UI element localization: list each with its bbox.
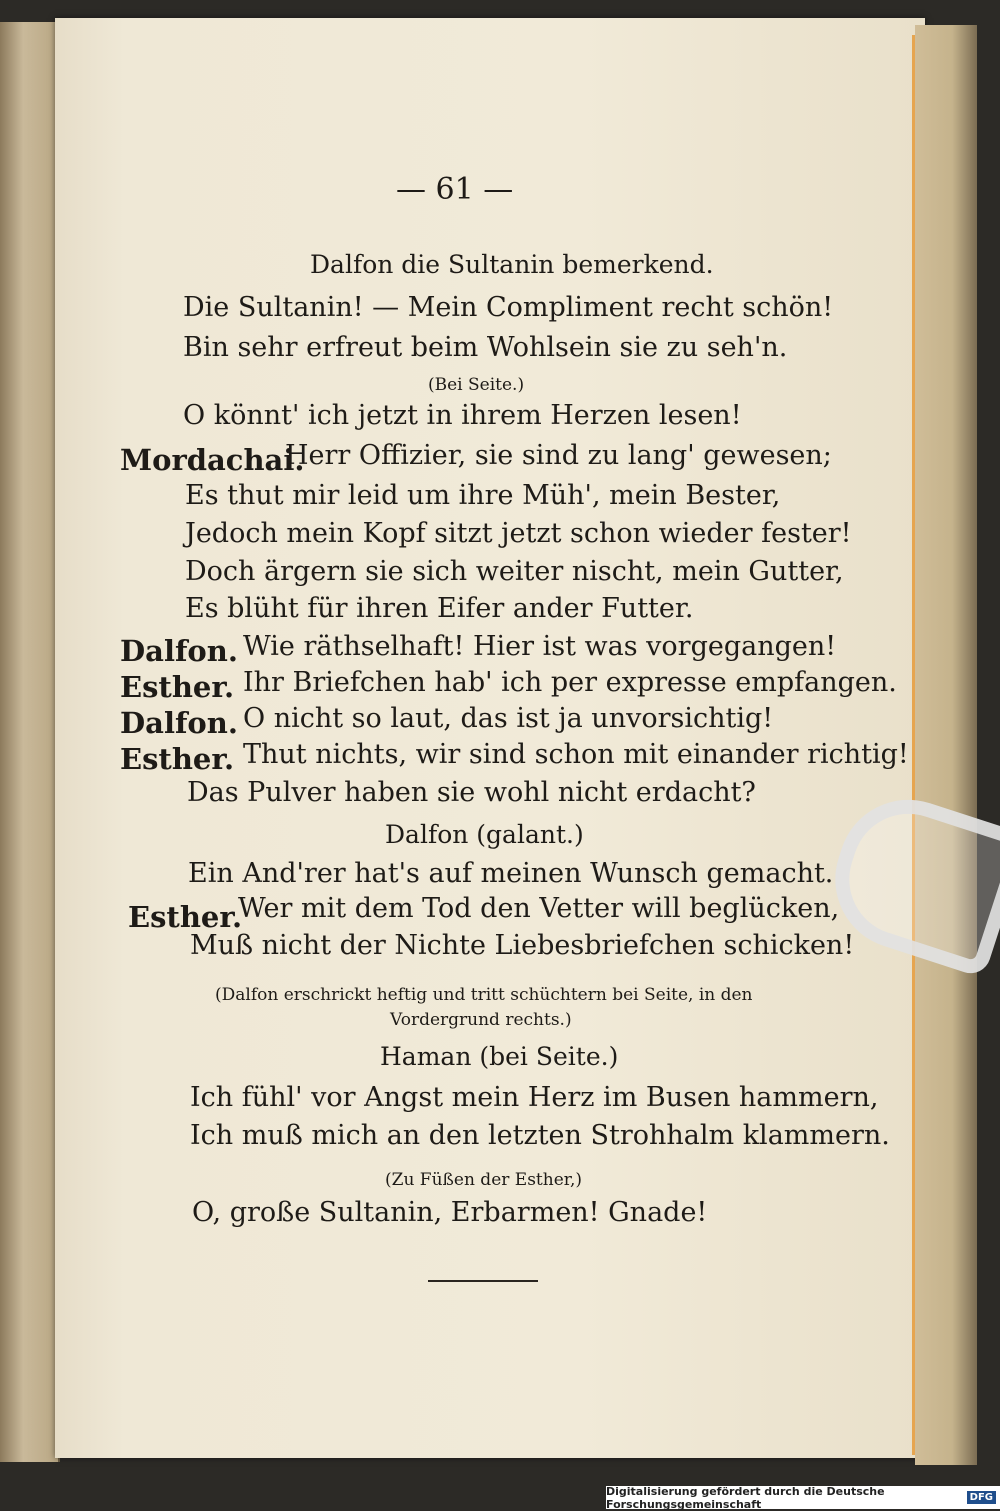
verse-line: Es thut mir leid um ihre Müh', mein Bester, [185, 480, 781, 511]
speaker-name: Mordachai. [120, 443, 305, 477]
verse-line: Jedoch mein Kopf sitzt jetzt schon wieder fester! [185, 518, 852, 549]
verse-line: O, große Sultanin, Erbarmen! Gnade! [192, 1197, 708, 1228]
verse-line: Bin sehr erfreut beim Wohlsein sie zu seh'n. [183, 332, 788, 363]
funding-footer [606, 1486, 1000, 1509]
speaker-name: Dalfon. [120, 634, 238, 668]
verse-line: Ihr Briefchen hab' ich per expresse empfangen. [243, 667, 897, 698]
page-stack-edge [915, 25, 977, 1465]
left-page-edge [0, 22, 60, 1462]
verse-line: Doch ärgern sie sich weiter nischt, mein Gutter, [185, 556, 844, 587]
speaker-name: Esther. [128, 900, 243, 934]
speaker-name: Esther. [120, 670, 235, 704]
verse-line: O nicht so laut, das ist ja unvorsichtig! [243, 703, 774, 734]
verse-line: Wie räthselhaft! Hier ist was vorgegangen! [243, 631, 837, 662]
verse-line: O könnt' ich jetzt in ihrem Herzen lesen! [183, 400, 742, 431]
verse-line: Ich muß mich an den letzten Strohhalm klammern. [190, 1120, 890, 1151]
speaker-name: Esther. [120, 742, 235, 776]
speaker-name: Dalfon. [120, 706, 238, 740]
dfg-logo: DFG [967, 1491, 996, 1504]
page-number: — 61 — [396, 172, 514, 207]
end-rule [428, 1280, 538, 1282]
verse-line: Herr Offizier, sie sind zu lang' gewesen; [285, 440, 832, 471]
stage-heading: Dalfon die Sultanin bemerkend. [310, 250, 714, 279]
verse-line: Das Pulver haben sie wohl nicht erdacht? [187, 777, 756, 808]
verse-line: Ich fühl' vor Angst mein Herz im Busen hammern, [190, 1082, 879, 1113]
verse-line: Muß nicht der Nichte Liebesbriefchen schicken! [190, 930, 855, 961]
stage-direction: (Zu Füßen der Esther,) [385, 1170, 583, 1190]
stage-direction: (Dalfon erschrickt heftig und tritt schüchtern bei Seite, in den [215, 985, 753, 1005]
verse-line: Die Sultanin! — Mein Compliment recht schön! [183, 292, 834, 323]
verse-line: Thut nichts, wir sind schon mit einander richtig! [243, 739, 909, 770]
stage-direction: Vordergrund rechts.) [390, 1010, 572, 1030]
verse-line: Es blüht für ihren Eifer ander Futter. [185, 593, 694, 624]
verse-line: Wer mit dem Tod den Vetter will beglücken, [238, 893, 840, 924]
stage-heading: Haman (bei Seite.) [380, 1042, 619, 1071]
stage-direction: (Bei Seite.) [428, 375, 525, 395]
verse-line: Ein And'rer hat's auf meinen Wunsch gemacht. [188, 858, 834, 889]
stage-heading: Dalfon (galant.) [385, 820, 584, 849]
funding-text: Digitalisierung gefördert durch die Deutsche Forschungsgemeinschaft [606, 1484, 885, 1511]
